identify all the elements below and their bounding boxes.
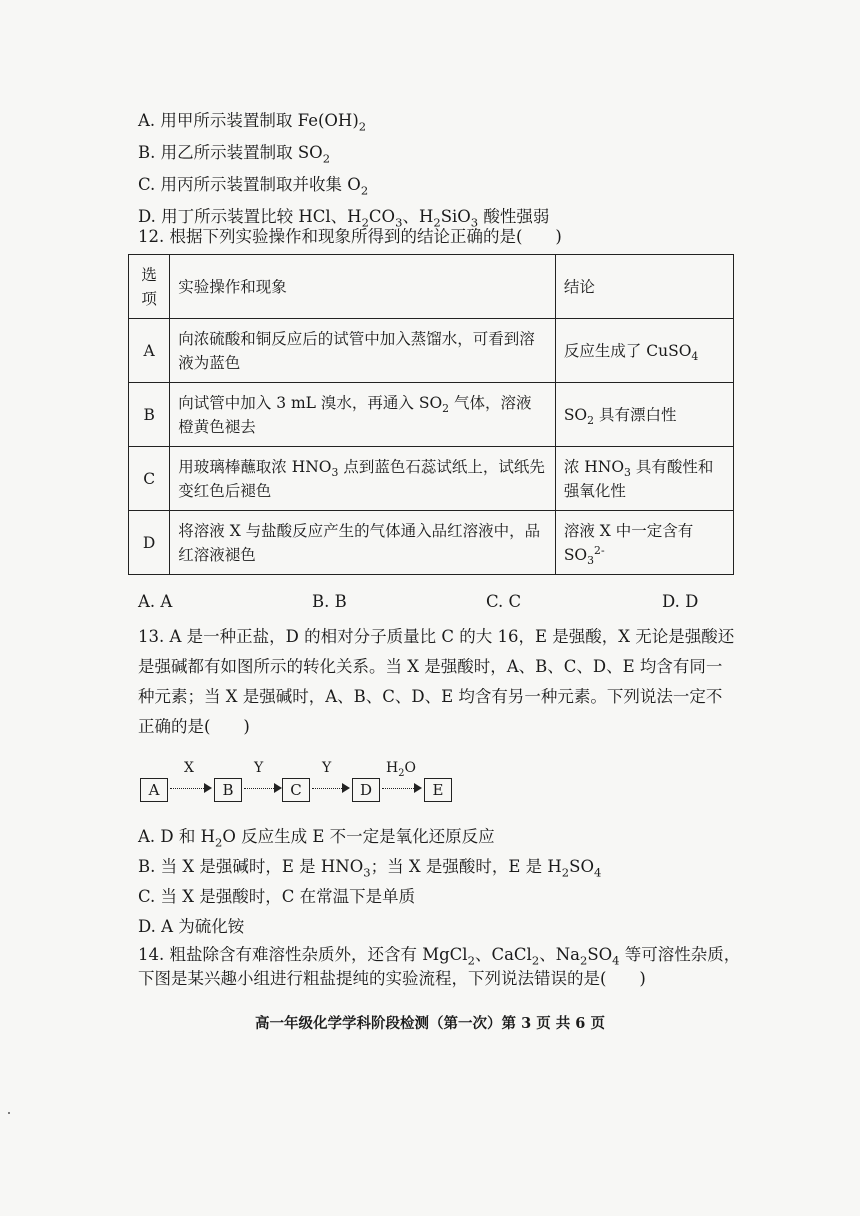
row-option: A bbox=[129, 319, 170, 383]
flow-label-y2: Y bbox=[322, 760, 332, 776]
flow-box-e: E bbox=[424, 778, 452, 802]
row-option: B bbox=[129, 383, 170, 447]
flow-label-x: X bbox=[184, 760, 194, 776]
q11-option-b: B. 用乙所示装置制取 $SO_2$ bbox=[138, 143, 331, 166]
flow-label-water: $H_2O$ bbox=[386, 760, 416, 779]
q14-stem-line2: 下图是某兴趣小组进行粗盐提纯的实验流程，下列说法错误的是( ) bbox=[138, 969, 646, 988]
q11-option-d: D. 用丁所示装置比较 HCl、$H_2CO_3$、$H_2SiO_3$ 酸性强弱 bbox=[138, 207, 550, 230]
row-conclusion: $SO_2$ 具有漂白性 bbox=[555, 383, 733, 447]
flow-arrow-y2 bbox=[312, 788, 348, 789]
q12-stem: 12. 根据下列实验操作和现象所得到的结论正确的是( ) bbox=[138, 227, 562, 246]
flow-arrow-water bbox=[382, 788, 420, 789]
flow-label-y1: Y bbox=[254, 760, 264, 776]
flow-arrow-y1 bbox=[244, 788, 280, 789]
table-row bbox=[129, 447, 734, 511]
table-row bbox=[129, 383, 734, 447]
row-operation: 将溶液 X 与盐酸反应产生的气体通入品红溶液中，品红溶液褪色 bbox=[170, 511, 556, 575]
scan-speck bbox=[8, 1112, 10, 1114]
header-option: 选项 bbox=[129, 255, 170, 319]
row-option: D bbox=[129, 511, 170, 575]
q13-stem: 13. A 是一种正盐，D 的相对分子质量比 C 的大 16，E 是强酸，X 无论是强酸还是强碱都有如图所示的转化关系。当 X 是强酸时，A、B、C、D、E 均含有同一种元素；当 X 是强碱时，A、B、C、D、E 均含有另一种元素。下列说法一定不正确的是( ) bbox=[138, 627, 735, 736]
page-footer: 高一年级化学学科阶段检测（第一次）第 3 页 共 6 页 bbox=[255, 1015, 605, 1032]
flow-box-b: B bbox=[214, 778, 242, 802]
q11-option-a: A. 用甲所示装置制取 $Fe(OH)_2$ bbox=[138, 111, 367, 134]
q12-choice-c: C. C bbox=[486, 592, 522, 611]
table-row bbox=[129, 511, 734, 575]
row-conclusion: 浓 $HNO_3$ 具有酸性和强氧化性 bbox=[555, 447, 733, 511]
flow-arrow-x bbox=[170, 788, 210, 789]
q11-option-c: C. 用丙所示装置制取并收集 $O_2$ bbox=[138, 175, 369, 198]
table-header-row bbox=[129, 255, 734, 319]
flow-box-d: D bbox=[352, 778, 380, 802]
q12-table bbox=[128, 254, 734, 575]
row-operation: 用玻璃棒蘸取浓 $HNO_3$ 点到蓝色石蕊试纸上，试纸先变红色后褪色 bbox=[170, 447, 556, 511]
row-operation: 向试管中加入 3 mL 溴水，再通入 $SO_2$ 气体，溶液橙黄色褪去 bbox=[170, 383, 556, 447]
header-operation: 实验操作和现象 bbox=[170, 255, 556, 319]
header-conclusion: 结论 bbox=[555, 255, 733, 319]
q13-option-c: C. 当 X 是强酸时，C 在常温下是单质 bbox=[138, 887, 416, 906]
q13-option-a: A. D 和 $H_2O$ 反应生成 E 不一定是氧化还原反应 bbox=[138, 827, 495, 850]
row-conclusion: 溶液 X 中一定含有 $SO_3^{2-}$ bbox=[555, 511, 733, 575]
q12-choice-b: B. B bbox=[312, 592, 347, 611]
q12-choice-d: D. D bbox=[662, 592, 699, 611]
q14-stem-line1: 14. 粗盐除含有难溶性杂质外，还含有 MgCl$_2$、CaCl$_2$、$Na_2SO_4$ 等可溶性杂质， bbox=[138, 945, 741, 968]
row-operation: 向浓硫酸和铜反应后的试管中加入蒸馏水，可看到溶液为蓝色 bbox=[170, 319, 556, 383]
table-row bbox=[129, 319, 734, 383]
q13-flow-diagram bbox=[140, 760, 480, 806]
q12-choice-a: A. A bbox=[138, 592, 173, 611]
q13-option-b: B. 当 X 是强碱时，E 是 $HNO_3$；当 X 是强酸时，E 是 $H_2SO_4$ bbox=[138, 857, 602, 880]
q13-option-d: D. A 为硫化铵 bbox=[138, 917, 245, 936]
row-option: C bbox=[129, 447, 170, 511]
flow-box-c: C bbox=[282, 778, 310, 802]
row-conclusion: 反应生成了 CuSO$_4$ bbox=[555, 319, 733, 383]
flow-box-a: A bbox=[140, 778, 168, 802]
